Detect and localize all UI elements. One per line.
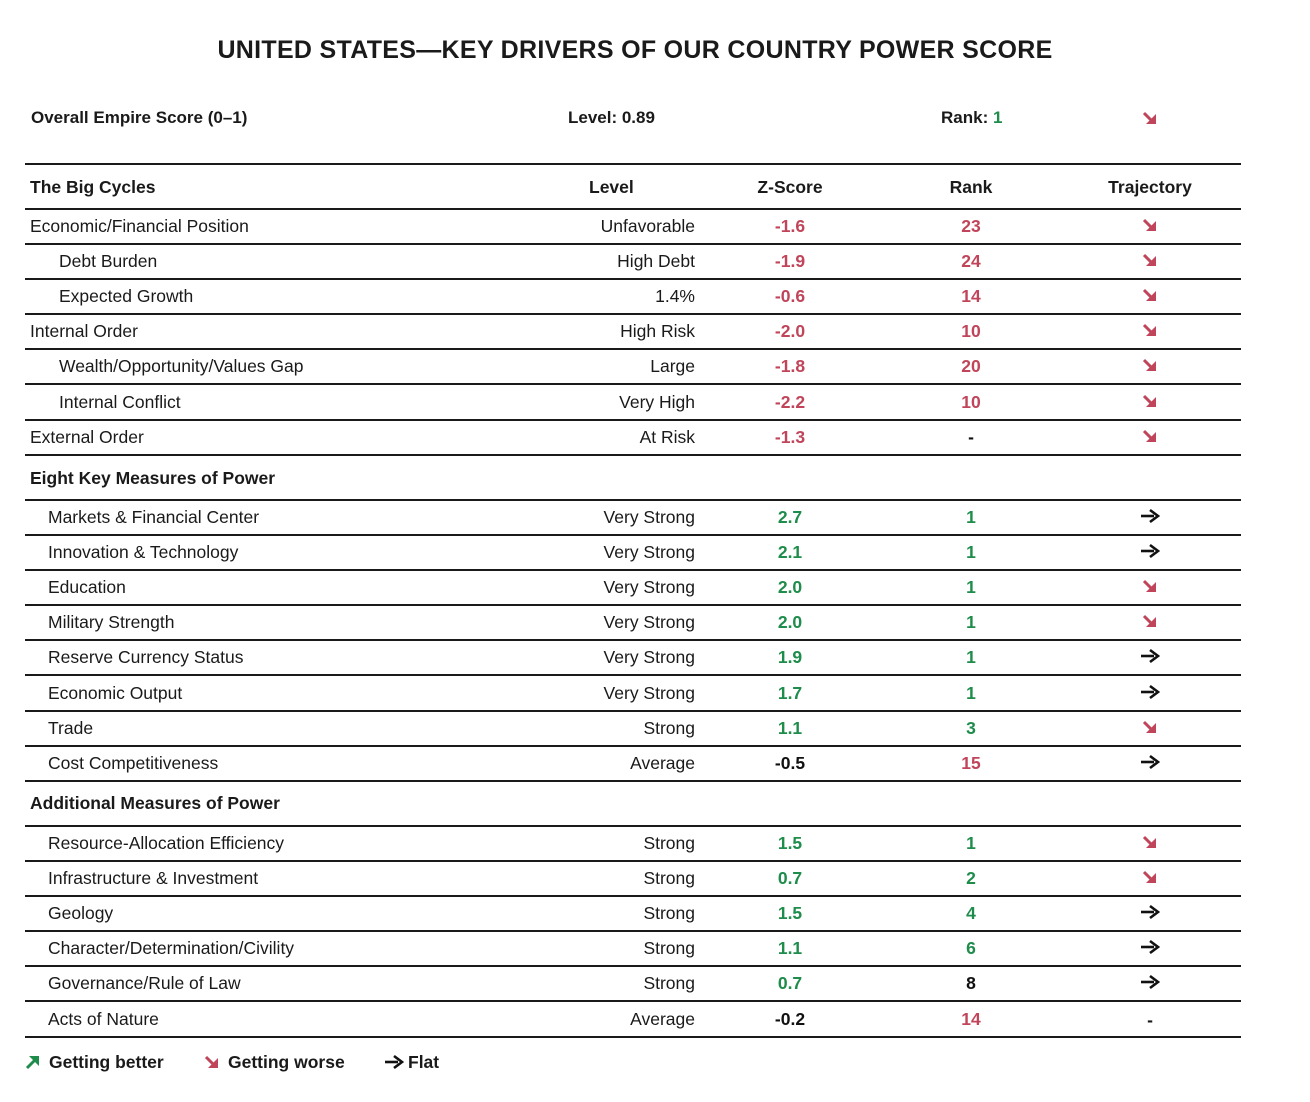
- row-name: Acts of Nature: [48, 1008, 159, 1029]
- row-zscore-value: -1.6: [774, 216, 806, 236]
- table-divider: [25, 1000, 1241, 1002]
- table-divider: [25, 313, 1241, 315]
- row-level: Very High: [619, 391, 695, 412]
- table-divider: [25, 1036, 1241, 1038]
- row-name: Military Strength: [48, 612, 175, 633]
- arrow-down-right-icon: [1142, 578, 1158, 599]
- row-name: Internal Conflict: [59, 391, 181, 412]
- table-divider: [25, 454, 1241, 456]
- arrow-down-right-icon: [1142, 217, 1158, 238]
- section-title: Eight Key Measures of Power: [30, 468, 276, 488]
- row-rank-value: 1: [966, 833, 976, 853]
- row-rank-value: 3: [966, 717, 976, 738]
- row-zscore-value: 1.9: [777, 647, 803, 668]
- row-zscore-value: -1.8: [774, 356, 806, 377]
- row-rank-value: 24: [961, 251, 981, 272]
- table-divider: [25, 243, 1241, 245]
- arrow-down-right-icon: [1142, 613, 1158, 634]
- table-divider: [25, 419, 1241, 421]
- row-level: Strong: [643, 717, 695, 738]
- overall-level: Level: 0.89: [568, 108, 655, 127]
- row-name: External Order: [30, 426, 144, 447]
- arrow-right-icon: [1140, 754, 1160, 775]
- row-level: Strong: [643, 868, 695, 889]
- arrow-down-right-icon: [1142, 428, 1158, 449]
- row-name: Governance/Rule of Law: [48, 973, 241, 994]
- arrow-down-right-icon: [1142, 252, 1158, 273]
- page-title: UNITED STATES—KEY DRIVERS OF OUR COUNTRY POWER SCORE: [217, 36, 1053, 64]
- row-name: Economic/Financial Position: [30, 216, 249, 236]
- row-name: Infrastructure & Investment: [48, 868, 259, 889]
- table-divider: [25, 710, 1241, 712]
- row-zscore-value: -0.6: [774, 286, 806, 307]
- arrow-down-right-icon: [1142, 834, 1158, 855]
- header-zscore: Z-Score: [757, 177, 823, 197]
- row-name: Innovation & Technology: [48, 542, 239, 563]
- arrow-right-icon: [1140, 684, 1160, 705]
- row-level: Average: [630, 1008, 695, 1029]
- row-zscore-value: -1.9: [774, 251, 806, 272]
- row-zscore-value: 1.5: [777, 833, 803, 853]
- row-rank-value: 14: [961, 286, 981, 307]
- overall-trajectory-icon: [1142, 110, 1158, 131]
- row-rank-value: 8: [966, 973, 976, 994]
- legend-worse: [204, 1052, 345, 1073]
- row-name: Reserve Currency Status: [48, 647, 244, 668]
- row-rank-value: 1: [966, 612, 976, 633]
- row-name: Geology: [48, 903, 114, 924]
- row-zscore-value: 1.1: [777, 938, 803, 959]
- row-name: Resource-Allocation Efficiency: [48, 833, 285, 853]
- arrow-up-right-icon: [25, 1054, 43, 1072]
- row-level: Unfavorable: [600, 216, 695, 236]
- table-divider: [25, 674, 1241, 676]
- row-name: Markets & Financial Center: [48, 507, 260, 527]
- row-rank-value: 10: [961, 391, 981, 412]
- overall-score-label: Overall Empire Score (0–1): [31, 108, 248, 127]
- row-name: Character/Determination/Civility: [48, 938, 295, 959]
- row-rank-value: 2: [966, 868, 976, 889]
- row-rank-value: 1: [966, 507, 976, 527]
- row-zscore-value: -0.5: [774, 752, 806, 773]
- row-zscore-value: 1.1: [777, 717, 803, 738]
- row-name: Debt Burden: [59, 251, 158, 272]
- row-rank-value: 10: [961, 321, 981, 342]
- row-zscore-value: -1.3: [774, 426, 806, 447]
- row-zscore-value: -2.2: [774, 391, 806, 412]
- arrow-right-icon: [1140, 939, 1160, 960]
- table-divider: [25, 965, 1241, 967]
- row-name: Trade: [48, 717, 94, 738]
- row-level: Very Strong: [603, 647, 695, 668]
- header-rank: Rank: [949, 177, 993, 197]
- row-level: Strong: [643, 833, 695, 853]
- table-divider: [25, 860, 1241, 862]
- row-name: Cost Competitiveness: [48, 752, 219, 773]
- row-rank-value: 6: [966, 938, 976, 959]
- row-zscore-value: -2.0: [774, 321, 806, 342]
- row-rank-value: 15: [961, 752, 981, 773]
- legend-worse-label: Getting worse: [228, 1052, 345, 1072]
- table-divider: [25, 930, 1241, 932]
- row-level: Large: [650, 356, 695, 377]
- row-zscore-value: 1.5: [777, 903, 803, 924]
- row-zscore-value: 1.7: [777, 682, 803, 703]
- row-zscore-value: -0.2: [774, 1008, 806, 1029]
- arrow-right-icon: [1140, 543, 1160, 564]
- row-zscore-value: 2.1: [777, 542, 803, 563]
- row-rank-value: 1: [966, 682, 976, 703]
- row-level: Strong: [643, 938, 695, 959]
- row-level: Strong: [643, 903, 695, 924]
- overall-rank-label: Rank:: [941, 108, 989, 127]
- legend-flat: [384, 1052, 439, 1073]
- row-name: Internal Order: [30, 321, 138, 342]
- table-divider: [25, 745, 1241, 747]
- header-name: The Big Cycles: [30, 177, 156, 197]
- table-divider: [25, 825, 1241, 827]
- header-trajectory: Trajectory: [1108, 177, 1192, 197]
- arrow-right-icon: [1140, 904, 1160, 925]
- row-zscore-value: 0.7: [777, 868, 803, 889]
- arrow-down-right-icon: [1142, 869, 1158, 890]
- table-divider: [25, 278, 1241, 280]
- table-divider: [25, 569, 1241, 571]
- row-level: High Debt: [617, 251, 695, 272]
- table-divider: [25, 208, 1241, 210]
- row-name: Wealth/Opportunity/Values Gap: [59, 356, 304, 377]
- legend-better-label: Getting better: [49, 1052, 164, 1072]
- row-level: Very Strong: [603, 612, 695, 633]
- row-level: Very Strong: [603, 577, 695, 598]
- row-level: At Risk: [639, 426, 695, 447]
- row-level: Very Strong: [603, 682, 695, 703]
- row-zscore-value: 2.0: [777, 577, 803, 598]
- table-divider: [25, 499, 1241, 501]
- row-name: Education: [48, 577, 126, 598]
- row-rank-value: 23: [961, 216, 981, 236]
- legend-better: [25, 1052, 164, 1073]
- row-level: Strong: [643, 973, 695, 994]
- arrow-down-right-icon: [1142, 322, 1158, 343]
- overall-rank: [941, 108, 1002, 128]
- legend-flat-label: Flat: [408, 1052, 440, 1072]
- table-divider: [25, 348, 1241, 350]
- table-divider: [25, 895, 1241, 897]
- row-level: Very Strong: [603, 507, 695, 527]
- table-divider: [25, 163, 1241, 165]
- arrow-down-right-icon: [1142, 357, 1158, 378]
- row-name: Expected Growth: [59, 286, 194, 307]
- row-rank-value: 4: [966, 903, 976, 924]
- row-zscore-value: 2.0: [777, 612, 803, 633]
- arrow-right-icon: [1140, 974, 1160, 995]
- arrow-right-icon: [1140, 508, 1160, 529]
- arrow-down-right-icon: [1142, 719, 1158, 740]
- arrow-down-right-icon: [204, 1054, 222, 1072]
- row-rank-value: 14: [961, 1008, 981, 1029]
- row-rank-value: 1: [966, 647, 976, 668]
- section-title: Additional Measures of Power: [30, 793, 280, 813]
- row-rank-value: 1: [966, 577, 976, 598]
- table-divider: [25, 604, 1241, 606]
- table-divider: [25, 780, 1241, 782]
- row-zscore-value: 0.7: [777, 973, 803, 994]
- row-level: Very Strong: [603, 542, 695, 563]
- trajectory-none: -: [1147, 1009, 1153, 1030]
- row-level: 1.4%: [655, 286, 695, 307]
- table-divider: [25, 639, 1241, 641]
- overall-rank-value: 1: [992, 108, 1003, 127]
- row-rank-value: -: [968, 426, 974, 447]
- arrow-down-right-icon: [1142, 393, 1158, 414]
- row-level: High Risk: [620, 321, 695, 342]
- header-level: Level: [589, 177, 634, 197]
- table-divider: [25, 534, 1241, 536]
- arrow-right-icon: [1140, 648, 1160, 669]
- table-divider: [25, 383, 1241, 385]
- row-rank-value: 20: [961, 356, 981, 377]
- row-name: Economic Output: [48, 682, 183, 703]
- row-level: Average: [630, 752, 695, 773]
- arrow-down-right-icon: [1142, 287, 1158, 308]
- arrow-right-icon: [384, 1054, 402, 1072]
- row-rank-value: 1: [966, 542, 976, 563]
- row-zscore-value: 2.7: [777, 507, 803, 527]
